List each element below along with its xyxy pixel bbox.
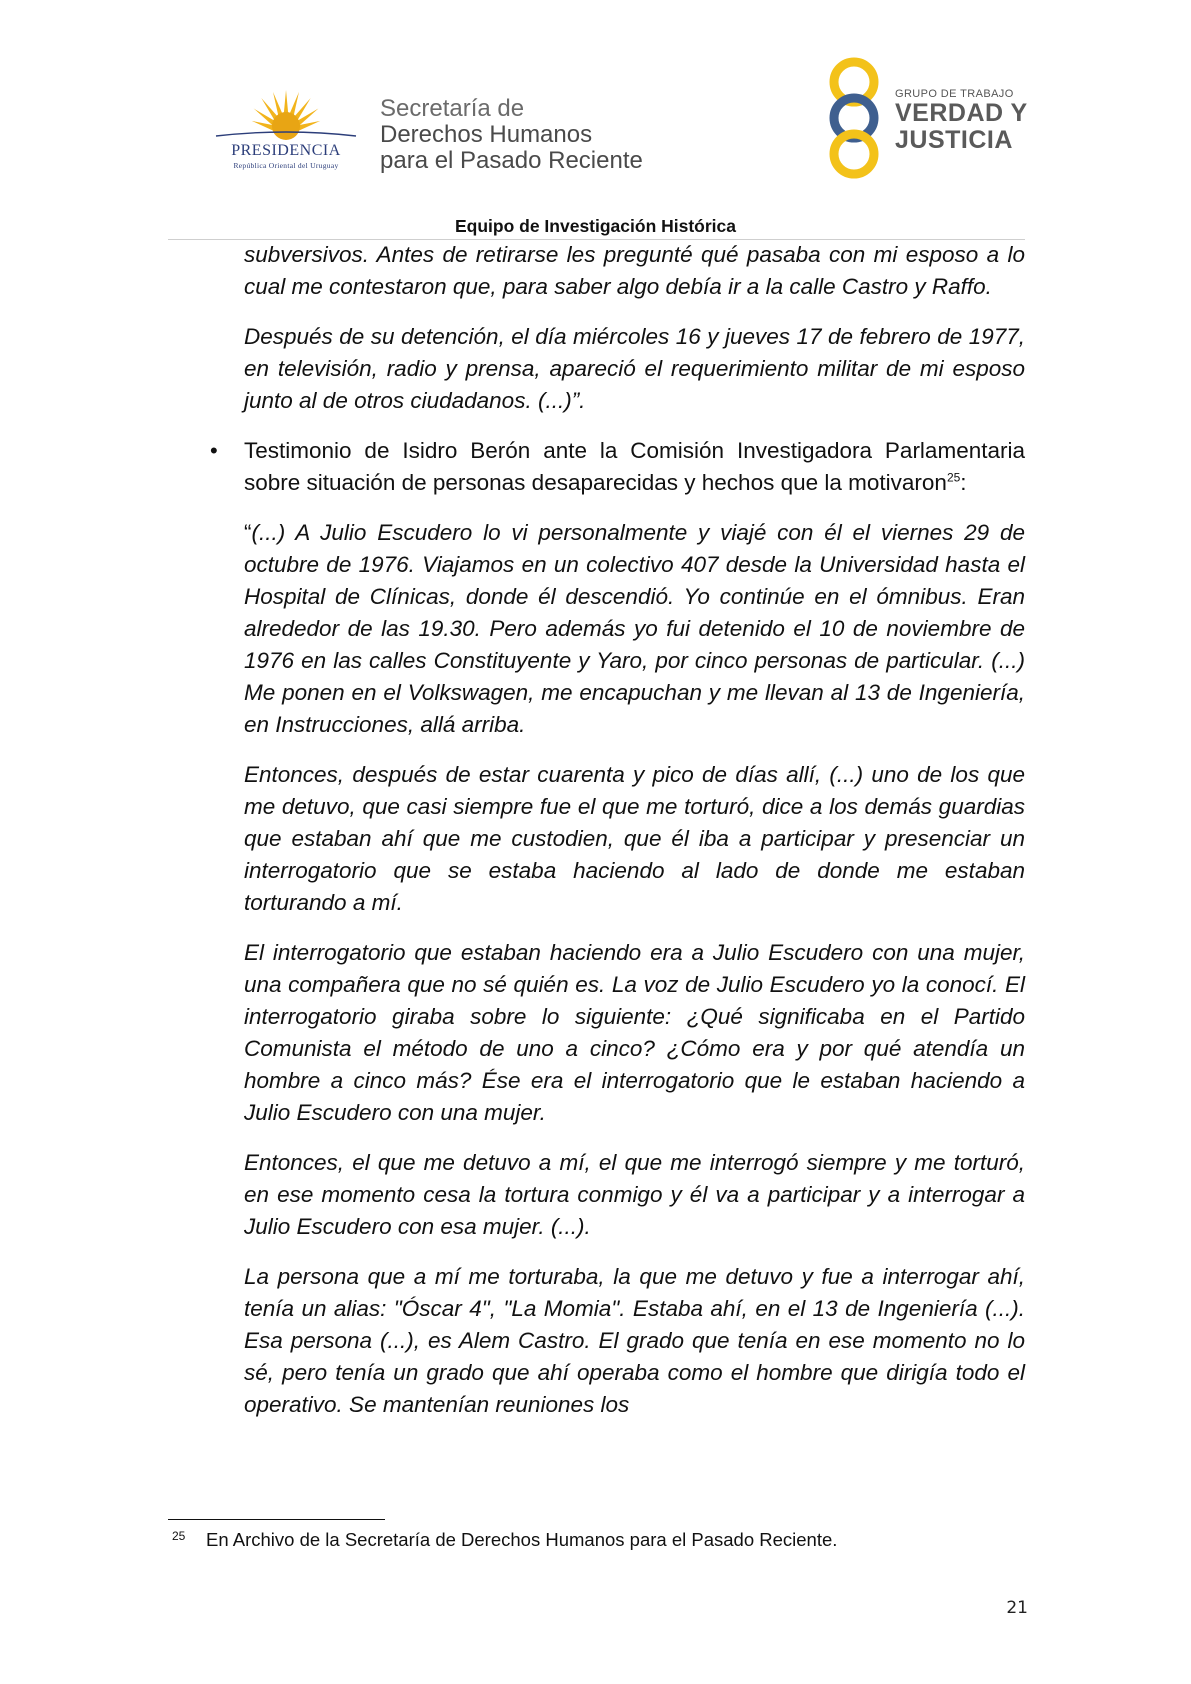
paragraph-7: La persona que a mí me torturaba, la que me detuvo y fue a interrogar ahí, tenía un alias: "Óscar 4", "La Momia". Estaba ahí, en el 13 de Ingeniería (...). Esa persona (...), es Alem Castro. El grado que tenía en ese momento no lo sé, pero tenía un grado que ahí operaba como el hombre que dirigía todo el operativo. Se mantenían reuniones los [244,1264,1025,1417]
team-label: Equipo de Investigación Histórica [454,216,737,236]
bullet-text: Testimonio de Isidro Berón ante la Comisión Investigadora Parlamentaria sobre situación de personas desaparecidas y hechos que la motivaron [244,438,1025,495]
footnote-text: En Archivo de la Secretaría de Derechos Humanos para el Pasado Reciente. [206,1529,838,1550]
secretaria-title [380,96,643,174]
bullet-item [210,435,1025,499]
secretaria-line-2: Derechos Humanos [380,121,593,148]
footnote-ref[interactable]: 25 [946,470,961,485]
bullet-paragraph [244,435,1025,499]
paragraph-5: El interrogatorio que estaban haciendo era a Julio Escudero con una mujer, una compañera que no sé quién es. La voz de Julio Escudero yo la conocí. El interrogatorio giraba sobre lo siguiente: ¿Qué significaba en el Partido Comunista el método de uno a cinco? ¿Cómo era y por qué atendía un hombre a cinco más? Ése era el interrogatorio que le estaban haciendo a Julio Escudero con una mujer. [244,940,1025,1125]
paragraph-3 [244,517,1025,741]
open-quote: “ [244,520,252,545]
footnote-divider [168,1519,385,1520]
presidencia-logo [206,88,366,178]
paragraph-3-text: (...) A Julio Escudero lo vi personalmente y viajé con él el viernes 29 de octubre de 1976. Viajamos en un colectivo 407 desde la Universidad hasta el Hospital de Clínicas, donde él descendió. Yo continúe en el ómnibus. Eran alrededor de las 19.30. Pero además yo fui detenido el 10 de noviembre de 1976 en las calles Constituyente y Yaro, por cinco personas de particular. (...) Me ponen en el Volkswagen, me encapuchan y me llevan al 13 de Ingeniería, en Instrucciones, allá arriba. [244,520,1025,737]
verdad-justicia-rings-icon [818,56,890,181]
secretaria-line-3: para el Pasado Reciente [380,147,643,174]
paragraph-6: Entonces, el que me detuvo a mí, el que me interrogó siempre y me torturó, en ese momento cesa la tortura conmigo y él va a participar y a interrogar a Julio Escudero con esa mujer. (...). [244,1150,1025,1239]
bullet-marker: • [210,438,218,463]
paragraph-2: Después de su detención, el día miércoles 16 y jueves 17 de febrero de 1977, en televisión, radio y prensa, apareció el requerimiento militar de mi esposo junto al de otros ciudadanos. (...)”. [244,324,1025,413]
presidencia-subtitle: República Oriental del Uruguay [233,161,339,170]
bullet-colon: : [960,470,967,495]
secretaria-line-1: Secretaría de [380,95,525,122]
presidencia-word: PRESIDENCIA [231,142,341,159]
document-body [210,239,1025,1439]
paragraph-1: subversivos. Antes de retirarse les pregunté qué pasaba con mi esposo a lo cual me contestaron que, para saber algo debía ir a la calle Castro y Raffo. [244,242,1025,299]
footnote-number: 25 [172,1529,186,1543]
vyj-line-1: VERDAD Y [895,99,1028,127]
verdad-justicia-wordmark [895,88,1028,154]
sun-emblem-icon [206,88,366,144]
vyj-line-2: JUSTICIA [895,126,1013,154]
vyj-small-label: GRUPO DE TRABAJO [895,88,1014,100]
paragraph-4: Entonces, después de estar cuarenta y pico de días allí, (...) uno de los que me detuvo, que casi siempre fue el que me torturó, dice a los demás guardias que estaban ahí que me custodien, que él iba a participar y presenciar un interrogatorio que se estaba haciendo al lado de donde me estaban torturando a mí. [244,762,1025,915]
page-number: 21 [1006,1598,1028,1618]
